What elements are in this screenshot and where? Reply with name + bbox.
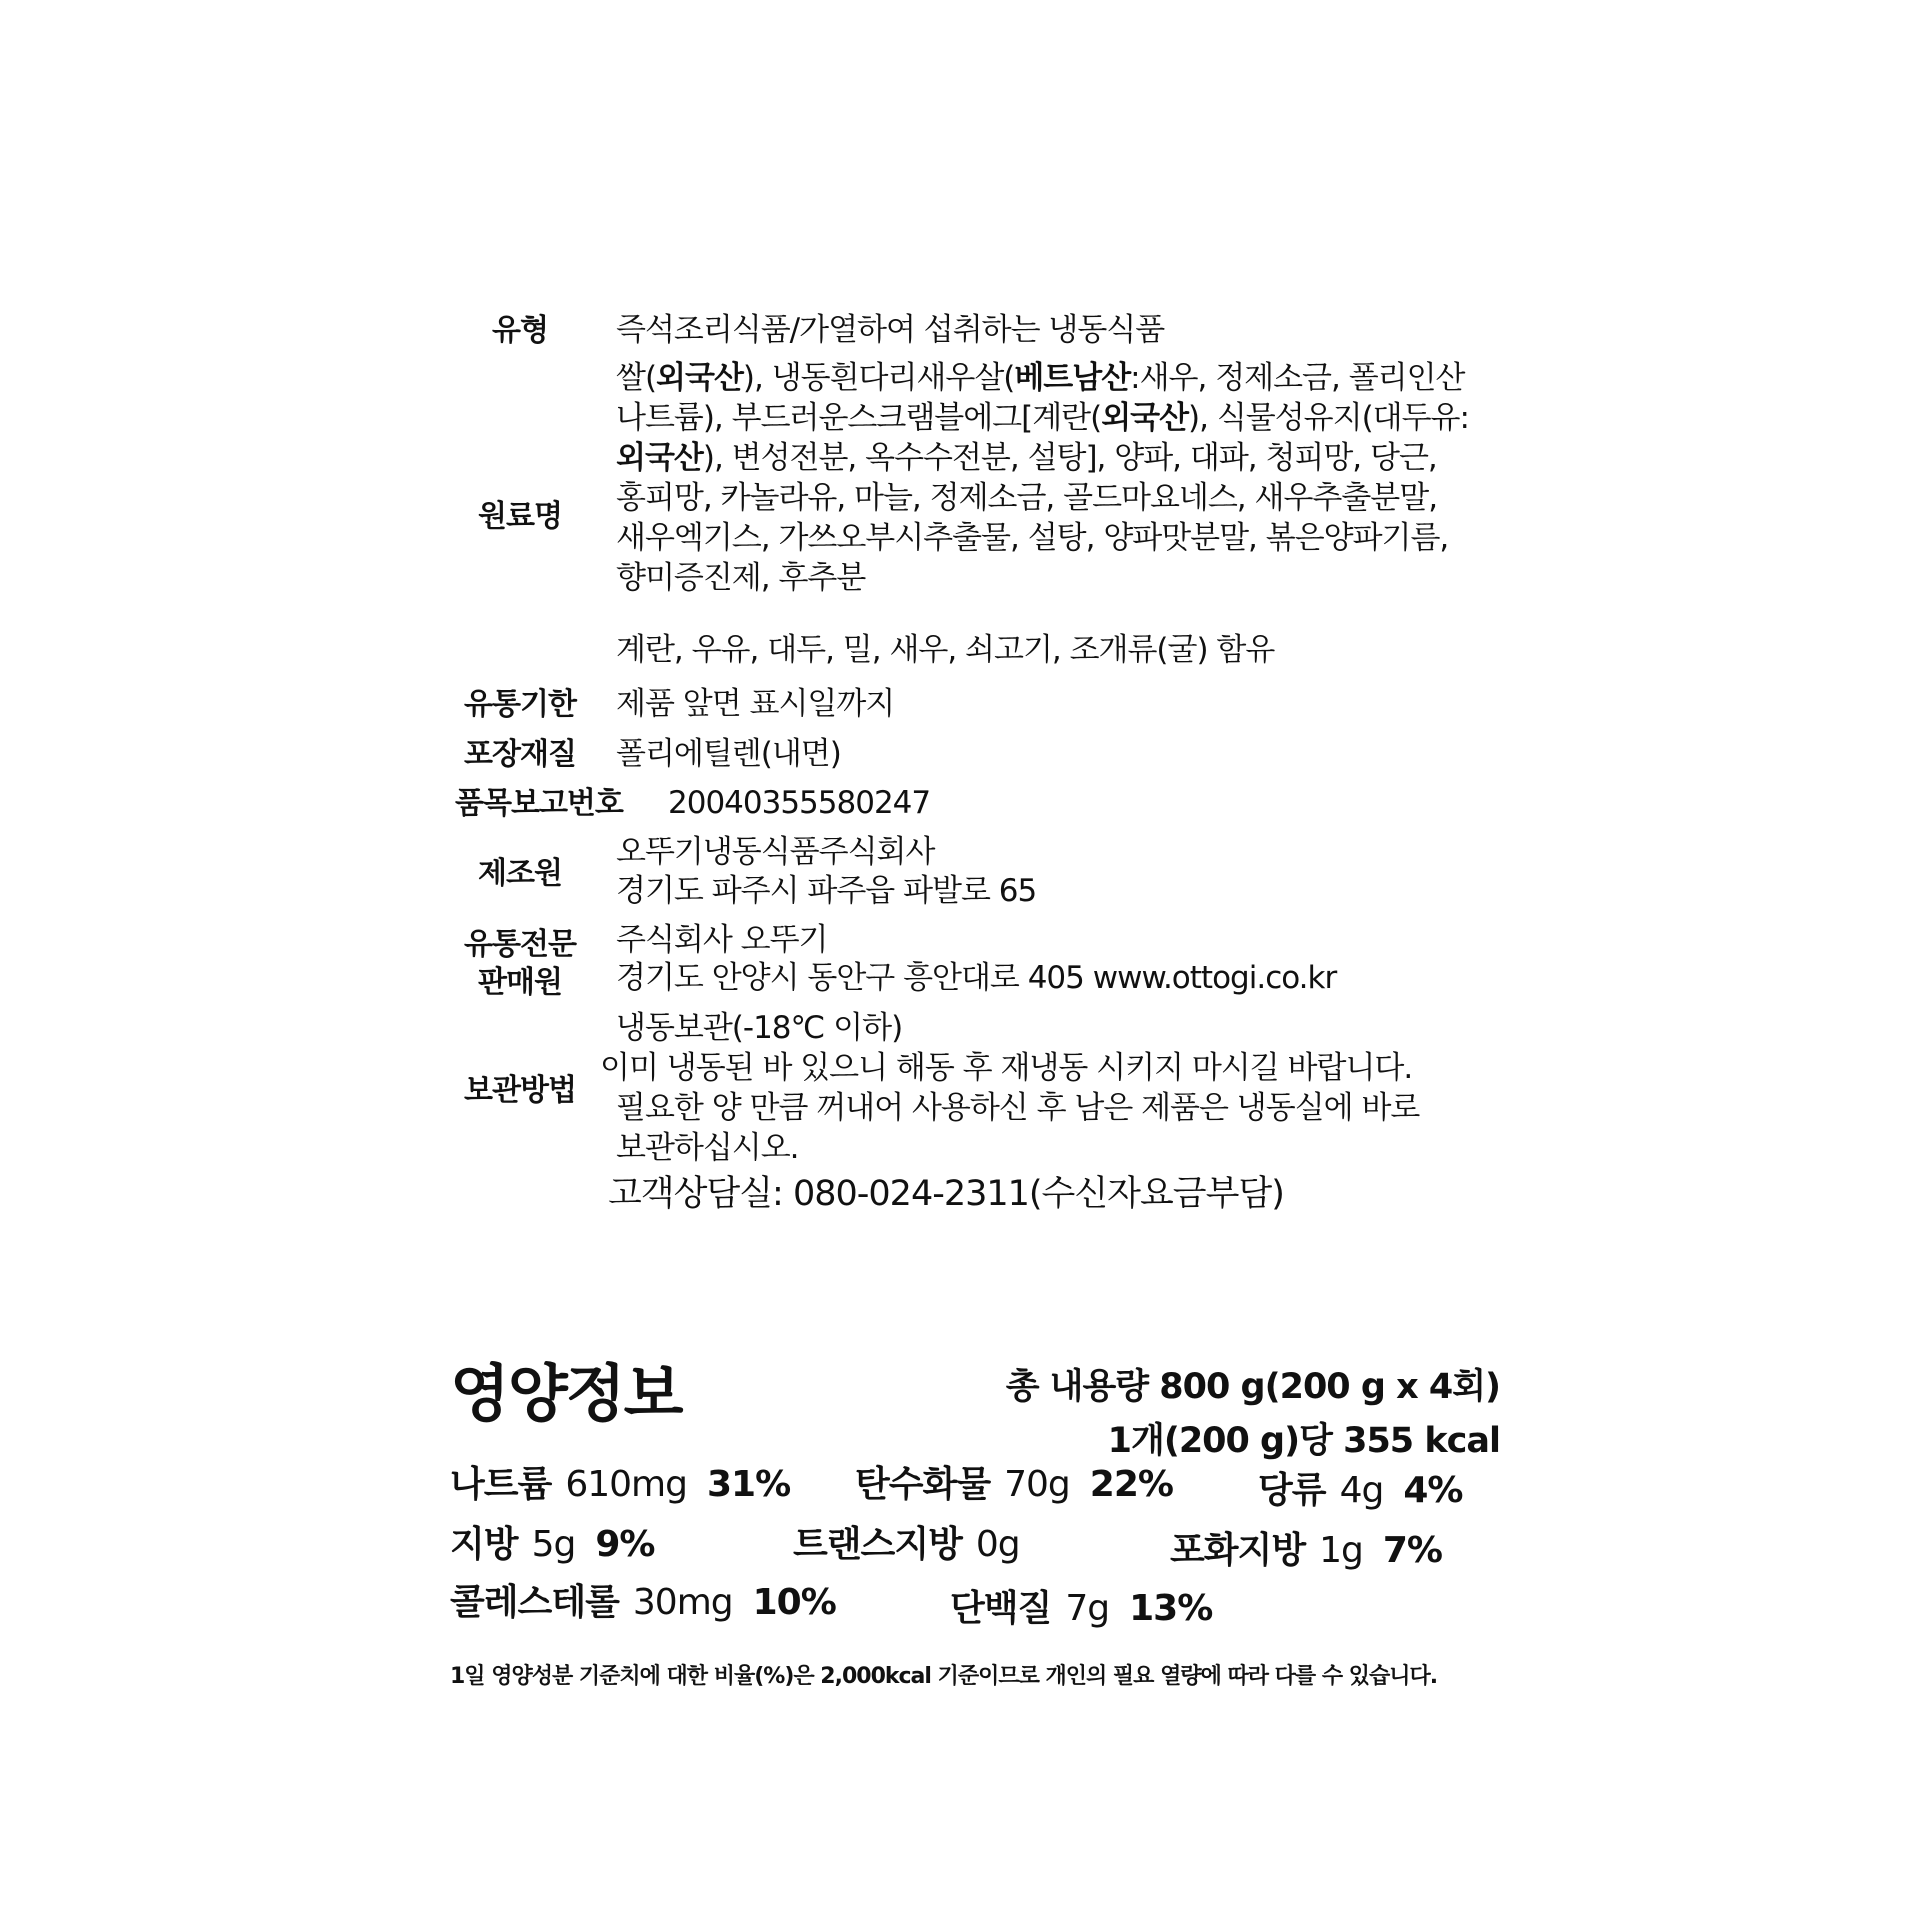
nutrient-trans-fat: 트랜스지방 0g — [793, 1524, 1020, 1565]
type-value: 즉석조리식품/가열하여 섭취하는 냉동식품 — [616, 312, 1165, 348]
ingredient-line: 향미증진제, 후추분 — [616, 560, 866, 596]
type-label: 유형 — [492, 313, 548, 348]
report-number-value: 20040355580247 — [668, 785, 931, 821]
expiry-value: 제품 앞면 표시일까지 — [616, 686, 895, 722]
ingredients-label: 원료명 — [478, 499, 562, 534]
ingredient-line: 홍피망, 카놀라유, 마늘, 정제소금, 골드마요네스, 새우추출분말, — [616, 480, 1438, 516]
seller-label-line1: 유통전문 — [464, 927, 576, 962]
expiry-label: 유통기한 — [464, 687, 576, 722]
nutrient-fat: 지방 5g 9% — [450, 1524, 655, 1565]
nutrition-footnote: 1일 영양성분 기준치에 대한 비율(%)은 2,000kcal 기준이므로 개인의 필요 열량에 따라 다를 수 있습니다. — [450, 1664, 1438, 1689]
nutrition-serving-calories: 1개(200 g)당 355 kcal — [1107, 1421, 1500, 1461]
seller-name: 주식회사 오뚜기 — [616, 922, 828, 958]
customer-service-line: 고객상담실: 080-024-2311(수신자요금부담) — [608, 1174, 1284, 1214]
ingredient-line: 쌀(외국산), 냉동흰다리새우살(베트남산:새우, 정제소금, 폴리인산 — [616, 360, 1465, 396]
nutrient-protein: 단백질 7g 13% — [950, 1588, 1213, 1629]
manufacturer-name: 오뚜기냉동식품주식회사 — [616, 834, 935, 870]
storage-line: 이미 냉동된 바 있으니 해동 후 재냉동 시키지 마시길 바랍니다. — [600, 1050, 1413, 1086]
seller-address: 경기도 안양시 동안구 흥안대로 405 www.ottogi.co.kr — [616, 960, 1337, 996]
seller-label-line2: 판매원 — [478, 965, 562, 1000]
nutrient-sodium: 나트륨 610mg 31% — [450, 1464, 791, 1505]
ingredient-line: 나트륨), 부드러운스크램블에그[계란(외국산), 식물성유지(대두유: — [616, 400, 1469, 436]
manufacturer-label: 제조원 — [478, 856, 562, 891]
ingredient-line: 새우엑기스, 가쓰오부시추출물, 설탕, 양파맛분말, 볶은양파기름, — [616, 520, 1449, 556]
allergen-statement: 계란, 우유, 대두, 밀, 새우, 쇠고기, 조개류(굴) 함유 — [616, 632, 1275, 668]
nutrient-carbohydrate: 탄수화물 70g 22% — [855, 1464, 1173, 1505]
manufacturer-address: 경기도 파주시 파주읍 파발로 65 — [616, 873, 1037, 909]
nutrient-saturated-fat: 포화지방 1g 7% — [1170, 1530, 1442, 1571]
nutrient-cholesterol: 콜레스테롤 30mg 10% — [450, 1582, 836, 1623]
ingredients-list — [616, 358, 1469, 598]
packaging-label: 포장재질 — [464, 737, 576, 772]
nutrient-sugars: 당류 4g 4% — [1258, 1470, 1463, 1511]
nutrition-title: 영양정보 — [450, 1357, 682, 1430]
storage-line: 보관하십시오. — [616, 1130, 799, 1166]
nutrition-total-content: 총 내용량 800 g(200 g x 4회) — [1005, 1367, 1500, 1407]
storage-line: 냉동보관(-18℃ 이하) — [616, 1010, 903, 1046]
storage-label: 보관방법 — [464, 1073, 576, 1108]
packaging-value: 폴리에틸렌(내면) — [616, 736, 841, 772]
report-number-label: 품목보고번호 — [455, 786, 623, 821]
storage-line: 필요한 양 만큼 꺼내어 사용하신 후 남은 제품은 냉동실에 바로 — [616, 1090, 1420, 1126]
ingredient-line: 외국산), 변성전분, 옥수수전분, 설탕], 양파, 대파, 청피망, 당근, — [616, 440, 1437, 476]
